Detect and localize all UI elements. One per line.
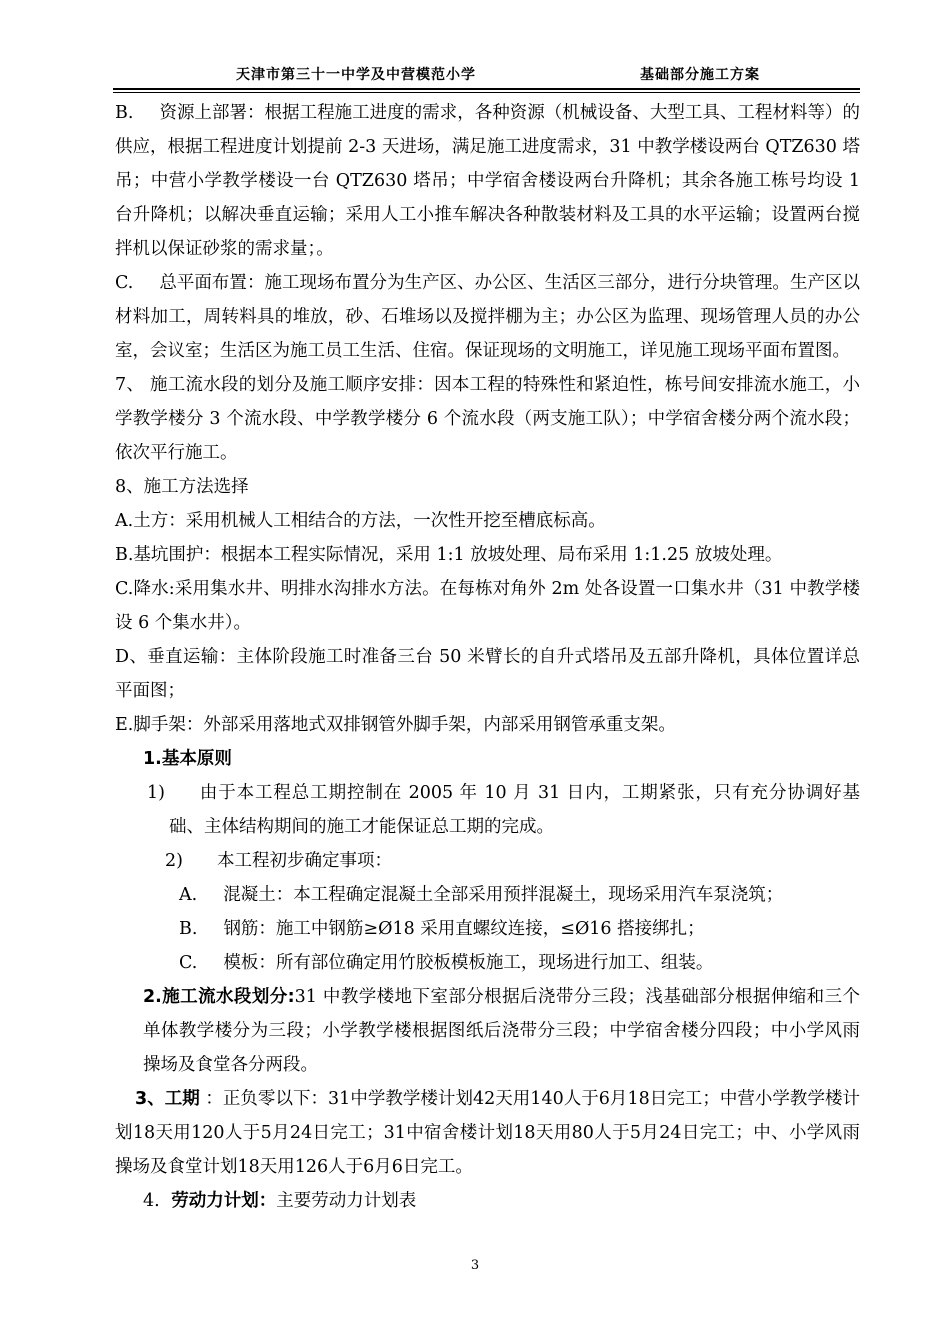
header-rule-thin bbox=[113, 92, 860, 93]
label-c: C. bbox=[115, 273, 134, 293]
sub-item-formwork bbox=[115, 946, 860, 980]
text-resource-deployment: 资源上部署：根据工程施工进度的需求，各种资源（机械设备、大型工具、工程材料等）的供应，根据工程进度计划提前 2-3 天进场，满足施工进度需求，31 中教学楼设两台 QTZ630 塔吊；中营小学教学楼设一台 QTZ630 塔吊；中学宿舍楼设两台升降机；其余各施工栋号均设 1 台升降机；以解决垂直运输；采用人工小推车解决各种散装材料及工具的水平运输；设置两台搅拌机以保证砂浆的需求量；。 bbox=[115, 103, 860, 259]
item-2-text: 本工程初步确定事项： bbox=[216, 851, 392, 871]
method-scaffolding: E.脚手架：外部采用落地式双排钢管外脚手架，内部采用钢管承重支架。 bbox=[115, 715, 676, 735]
method-dewatering: C.降水:采用集水井、明排水沟排水方法。在每栋对角外 2m 处各设置一口集水井（31 中教学楼设 6 个集水井）。 bbox=[115, 579, 860, 633]
sub-a-number: A. bbox=[179, 885, 198, 905]
paragraph-site-layout bbox=[115, 266, 860, 368]
paragraph-method-heading: 8、施工方法选择 bbox=[115, 477, 249, 497]
section-schedule bbox=[115, 1082, 860, 1184]
item-1-number: 1) bbox=[147, 783, 165, 803]
section-labor-text: 主要劳动力计划表 bbox=[276, 1191, 417, 1211]
method-vertical-transport: D、垂直运输：主体阶段施工时准备三台 50 米臂长的自升式塔吊及五部升降机，具体位置详总平面图； bbox=[115, 647, 860, 701]
section-labor-title: 劳动力计划： bbox=[171, 1191, 277, 1211]
section-basic-principles-title: 1.基本原则 bbox=[143, 749, 232, 769]
principle-item-2 bbox=[115, 844, 860, 878]
principle-item-1 bbox=[115, 776, 860, 844]
section-labor-plan bbox=[115, 1184, 860, 1218]
sub-c-text: 模板：所有部位确定用竹胶板模板施工，现场进行加工、组装。 bbox=[223, 953, 714, 973]
sub-item-rebar bbox=[115, 912, 860, 946]
header-project-name: 天津市第三十一中学及中营模范小学 bbox=[236, 67, 476, 83]
item-2-number: 2) bbox=[165, 851, 183, 871]
header-rule-thick bbox=[113, 88, 860, 90]
section-flow-division-text: 31 中教学楼地下室部分根据后浇带分三段；浅基础部分根据伸缩和三个单体教学楼分为三段；小学教学楼根据图纸后浇带分三段；中学宿舍楼分四段；中小学风雨操场及食堂各分两段。 bbox=[143, 987, 860, 1075]
section-labor-number: 4. bbox=[143, 1191, 160, 1211]
item-1-text: 由于本工程总工期控制在 2005 年 10 月 31 日内，工期紧张，只有充分协调好基础、主体结构期间的施工才能保证总工期的完成。 bbox=[169, 783, 860, 837]
section-schedule-title: 3、工期 bbox=[135, 1089, 200, 1109]
paragraph-flow-sections: 7、 施工流水段的划分及施工顺序安排：因本工程的特殊性和紧迫性，栋号间安排流水施工，小学教学楼分 3 个流水段、中学教学楼分 6 个流水段（两支施工队）；中学宿舍楼分两个流水段；依次平行施工。 bbox=[115, 375, 860, 463]
method-pit-support: B.基坑围护：根据本工程实际情况，采用 1:1 放坡处理、局布采用 1:1.25 放坡处理。 bbox=[115, 545, 783, 565]
sub-c-number: C. bbox=[179, 953, 198, 973]
section-flow-division bbox=[115, 980, 860, 1082]
sub-a-text: 混凝土：本工程确定混凝土全部采用预拌混凝土，现场采用汽车泵浇筑； bbox=[223, 885, 784, 905]
document-body bbox=[115, 96, 860, 1218]
section-flow-division-title: 2.施工流水段划分: bbox=[143, 987, 295, 1007]
sub-item-concrete bbox=[115, 878, 860, 912]
sub-b-text: 钢筋：施工中钢筋≥Ø18 采用直螺纹连接，≤Ø16 搭接绑扎； bbox=[223, 919, 705, 939]
header-document-title: 基础部分施工方案 bbox=[640, 67, 760, 83]
section-schedule-text: ：正负零以下：31中学教学楼计划42天用140人于6月18日完工；中营小学教学楼计划18天用120人于5月24日完工；31中宿舍楼计划18天用80人于5月24日完工；中、小学风雨操场及食堂计划18天用126人于6月6日完工。 bbox=[115, 1089, 860, 1177]
label-b: B. bbox=[115, 103, 134, 123]
sub-b-number: B. bbox=[179, 919, 198, 939]
paragraph-resource-deployment bbox=[115, 96, 860, 266]
page-number: 3 bbox=[470, 1258, 480, 1273]
method-earthwork: A.土方：采用机械人工相结合的方法，一次性开挖至槽底标高。 bbox=[115, 511, 606, 531]
text-site-layout: 总平面布置：施工现场布置分为生产区、办公区、生活区三部分，进行分块管理。生产区以材料加工，周转料具的堆放，砂、石堆场以及搅拌棚为主；办公区为监理、现场管理人员的办公室，会议室；生活区为施工员工生活、住宿。保证现场的文明施工，详见施工现场平面布置图。 bbox=[115, 273, 860, 361]
